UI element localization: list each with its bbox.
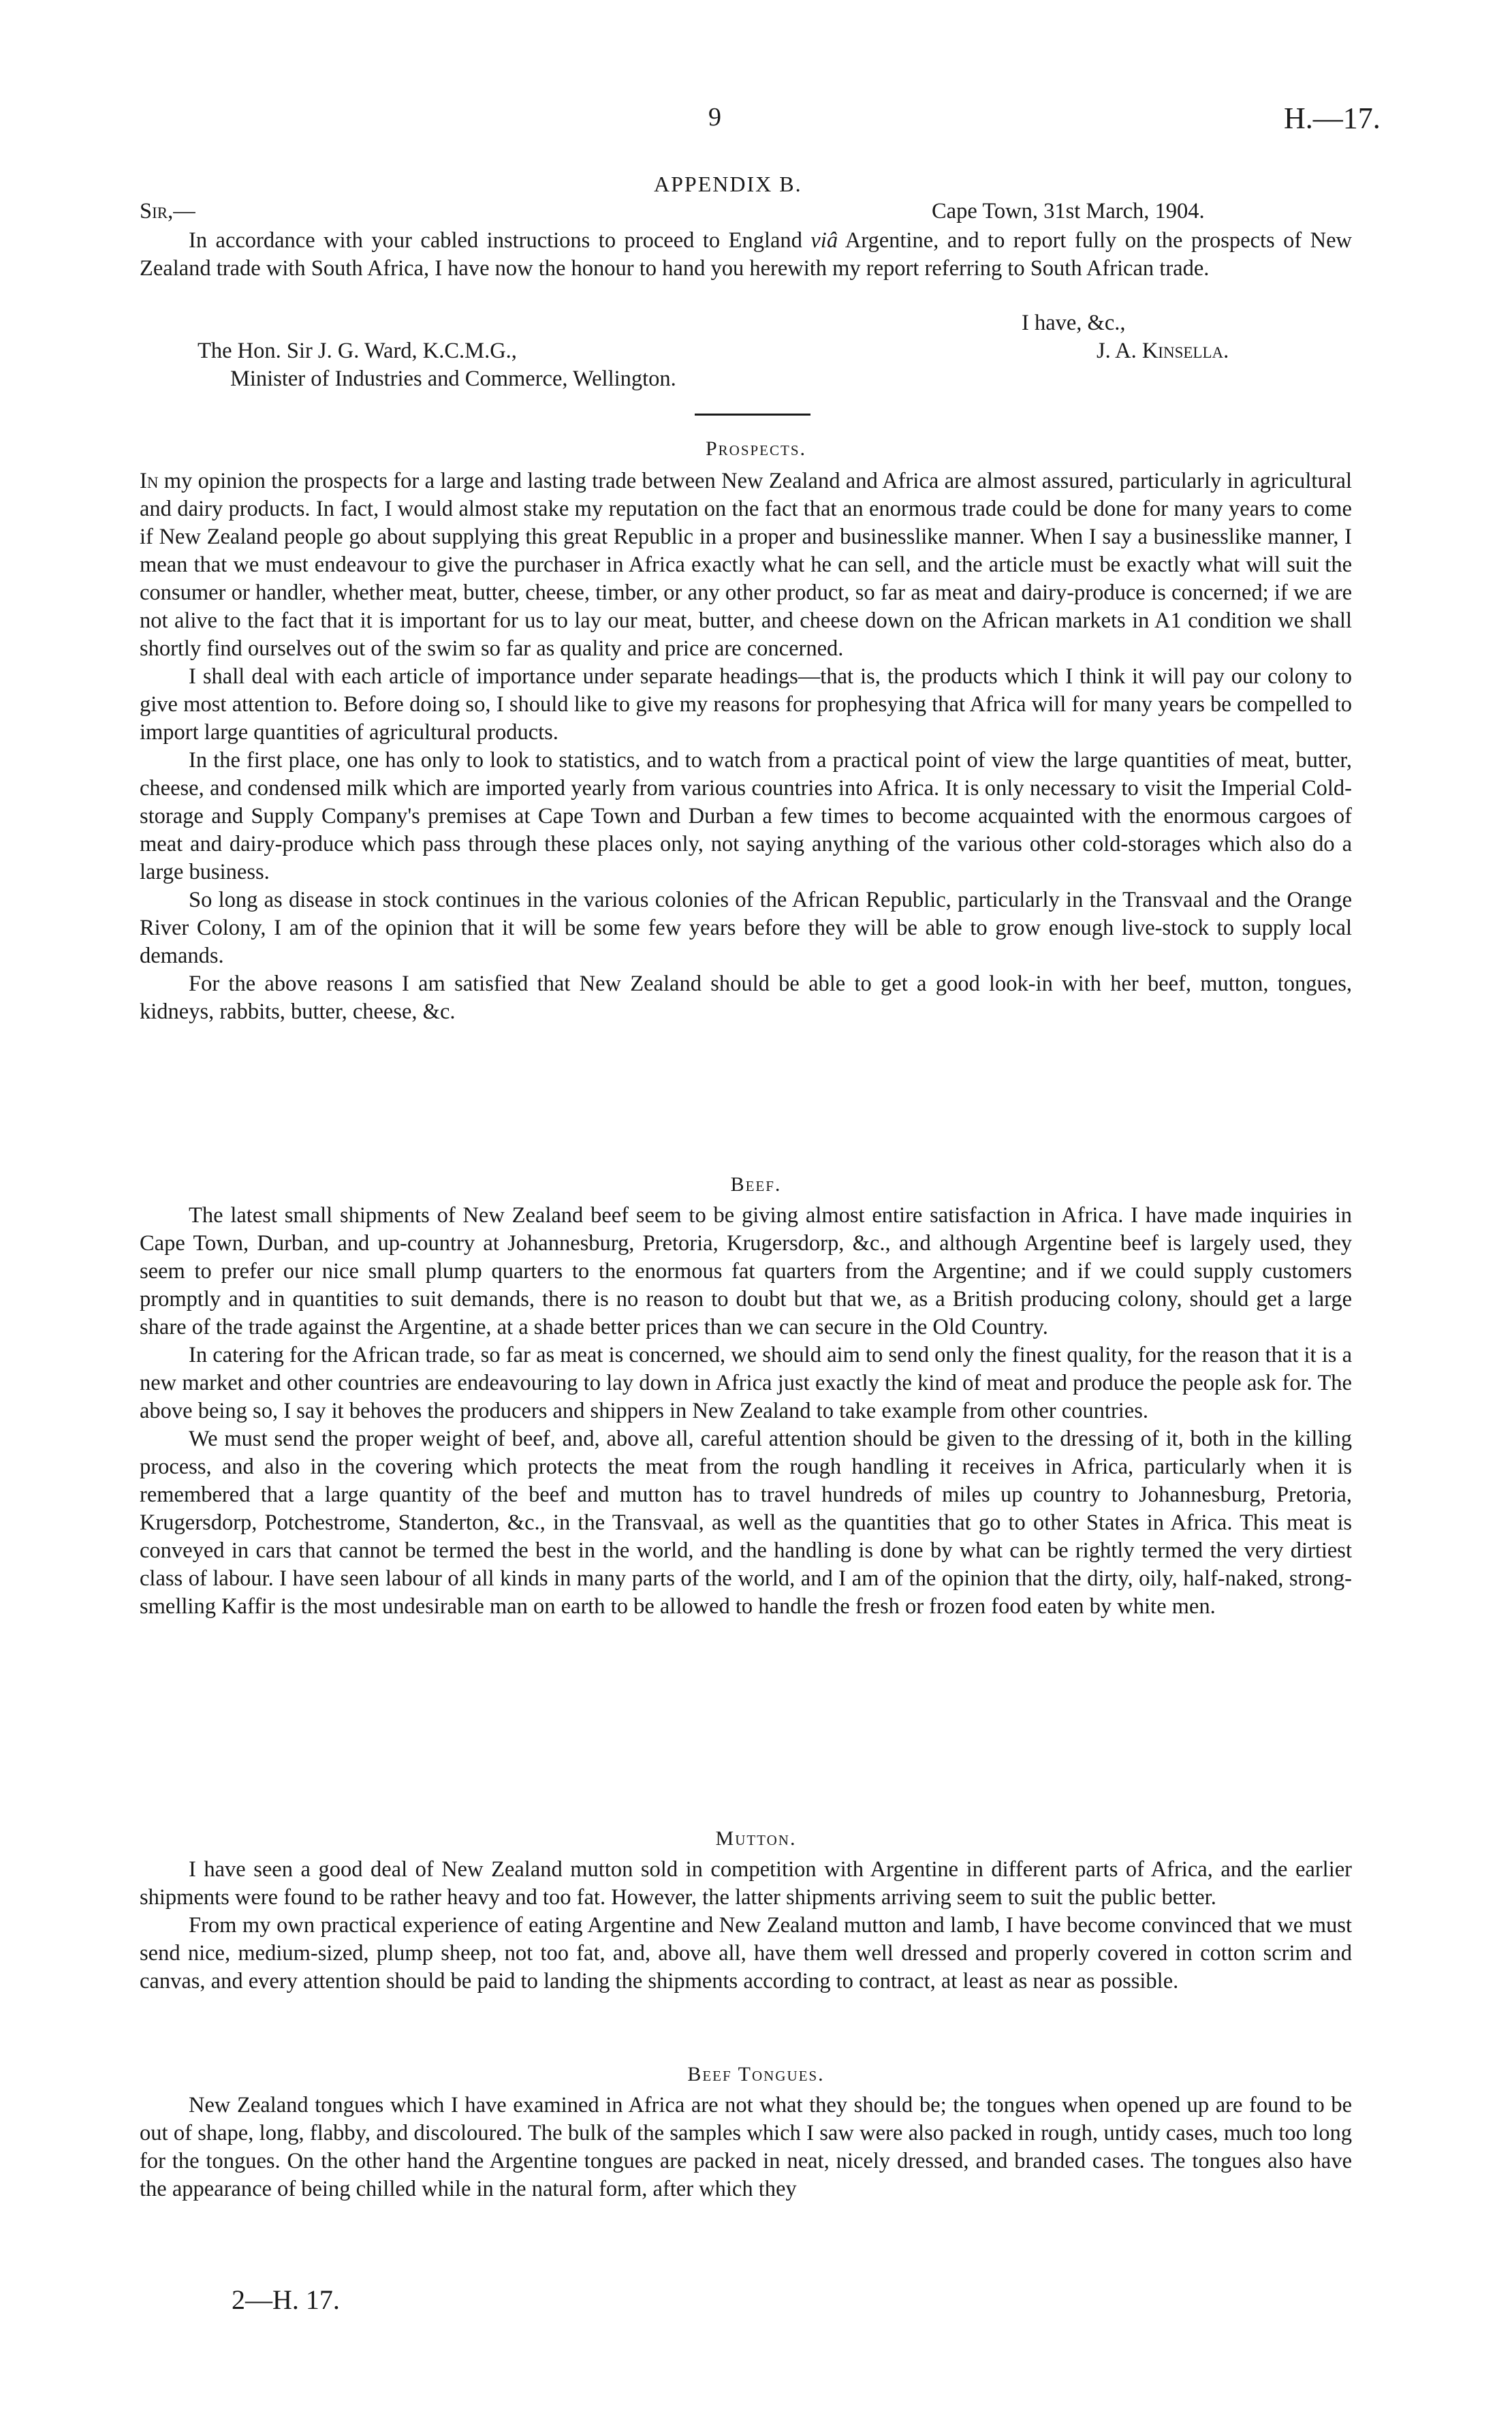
letter-addressee-name: The Hon. Sir J. G. Ward, K.C.M.G., (198, 339, 517, 363)
appendix-title: APPENDIX B. (654, 172, 802, 196)
heading-beef-tongues: Beef Tongues. (687, 2063, 825, 2085)
heading-prospects: Prospects. (705, 437, 807, 460)
letter-addressee-title: Minister of Industries and Commerce, Wellington. (230, 367, 676, 391)
prospects-paragraph-1: In my opinion the prospects for a large and lasting trade between New Zealand and Africa are almost assured, particularly in agricultural and dairy products. In fact, I would almost stake my reputation on the fact that an enormous trade could be done for many years to come if New Zealand people go about supplying this great Republic in a proper and businesslike manner. When I say a businesslike manner, I mean that we must endeavour to give the purchaser in Africa exactly what he can sell, and the article must be exactly what will suit the consumer or handler, whether meat, butter, cheese, timber, or any other product, so far as meat and dairy-produce is concerned; if we are not alive to the fact that it is important for us to lay our meat, butter, and cheese down on the African markets in A1 condition we shall shortly find ourselves out of the swim so far as quality and price are concerned. (140, 469, 1352, 661)
page-number: 9 (708, 103, 721, 131)
letter-salutation: Sir,— (140, 199, 195, 223)
tongues-section (140, 2092, 1352, 2203)
section-divider (695, 414, 810, 416)
tongues-paragraph-1: New Zealand tongues which I have examined in Africa are not what they should be; the tongues when opened up are found to be out of shape, long, flabby, and discoloured. The bulk of the samples which I saw were also packed in rough, untidy cases, much too long for the tongues. On the other hand the Argentine tongues are packed in neat, nicely dressed, and branded cases. The tongues also have the appearance of being chilled while in the natural form, after which they (140, 2093, 1352, 2201)
letter-closing: I have, &c., (1022, 311, 1126, 335)
mutton-section (140, 1856, 1352, 1996)
prospects-paragraph-2: I shall deal with each article of importance under separate headings—that is, the products which I think it will pay our colony to give most attention to. Before doing so, I should like to give my reasons for prophesying that Africa will for many years be compelled to import large quantities of agricultural products. (140, 664, 1352, 745)
prospects-section (140, 467, 1352, 1026)
beef-section (140, 1202, 1352, 1621)
prospects-paragraph-5: For the above reasons I am satisfied that New Zealand should be able to get a good look-in with her beef, mutton, tongues, kidneys, rabbits, butter, cheese, &c. (140, 972, 1352, 1024)
prospects-paragraph-3: In the first place, one has only to look to statistics, and to watch from a practical point of view the large quantities of meat, butter, cheese, and condensed milk which are imported yearly from various countries into Africa. It is only necessary to visit the Imperial Cold-storage and Supply Company's premises at Cape Town and Durban a few times to become acquainted with the enormous cargoes of meat and dairy-produce which pass through these places only, not saying anything of the various other cold-storages which also do a large business. (140, 748, 1352, 884)
beef-paragraph-1: The latest small shipments of New Zealand beef seem to be giving almost entire satisfaction in Africa. I have made inquiries in Cape Town, Durban, and up-country at Johannesburg, Pretoria, Krugersdorp, &c., and although Argentine beef is largely used, they seem to prefer our nice small plump quarters to the enormous fat quarters from the Argentine; and if we could supply customers promptly and in quantities to suit demands, there is no reason to doubt but that we, as a British producing colony, should get a large share of the trade against the Argentine, at a shade better prices than we can secure in the Old Country. (140, 1203, 1352, 1339)
heading-beef: Beef. (730, 1173, 782, 1196)
prospects-paragraph-4: So long as disease in stock continues in the various colonies of the African Republic, particularly in the Transvaal and the Orange River Colony, I am of the opinion that it will be some few years before they will be able to grow enough live-stock to supply local demands. (140, 888, 1352, 968)
signature-mark: 2—H. 17. (232, 2284, 340, 2315)
heading-mutton: Mutton. (715, 1827, 797, 1850)
beef-paragraph-3: We must send the proper weight of beef, and, above all, careful attention should be given to the dressing of it, both in the killing process, and also in the covering which protects the meat from the rough handling it receives in Africa, particularly when it is remembered that a large quantity of the beef and mutton has to travel hundreds of miles up country to Johannesburg, Pretoria, Krugersdorp, Potchestrome, Standerton, &c., in the Transvaal, as well as the quantities that go to other States in Africa. This meat is conveyed in cars that cannot be termed the best in the world, and the handling is done by what can be rightly termed the very dirtiest class of labour. I have seen labour of all kinds in many parts of the world, and I am of the opinion that the dirty, oily, half-naked, strong-smelling Kaffir is the most undesirable man on earth to be allowed to handle the fresh or frozen food eaten by white men. (140, 1427, 1352, 1619)
mutton-paragraph-1: I have seen a good deal of New Zealand mutton sold in competition with Argentine in different parts of Africa, and the earlier shipments were found to be rather heavy and too fat. However, the latter shipments arriving seem to suit the public better. (140, 1857, 1352, 1910)
letter-signature: J. A. Kinsella. (1097, 339, 1229, 363)
beef-paragraph-2: In catering for the African trade, so far as meat is concerned, we should aim to send only the finest quality, for the reason that it is a new market and other countries are endeavouring to lay down in Africa just exactly the kind of meat and produce the people ask for. The above being so, I say it behoves the producers and shippers in New Zealand to take example from other countries. (140, 1343, 1352, 1423)
letter-body: In accordance with your cabled instructions to proceed to England viâ Argentine, and to report fully on the prospects of New Zealand trade with South Africa, I have now the honour to hand you herewith my report referring to South African trade. (140, 228, 1353, 281)
letter-place-date: Cape Town, 31st March, 1904. (932, 199, 1205, 223)
mutton-paragraph-2: From my own practical experience of eating Argentine and New Zealand mutton and lamb, I have become convinced that we must send nice, medium-sized, plump sheep, not too fat, and, above all, have them well dressed and properly covered in cotton scrim and canvas, and every attention should be paid to landing the shipments according to contract, at least as near as possible. (140, 1913, 1352, 1993)
document-reference: H.—17. (1284, 102, 1381, 135)
